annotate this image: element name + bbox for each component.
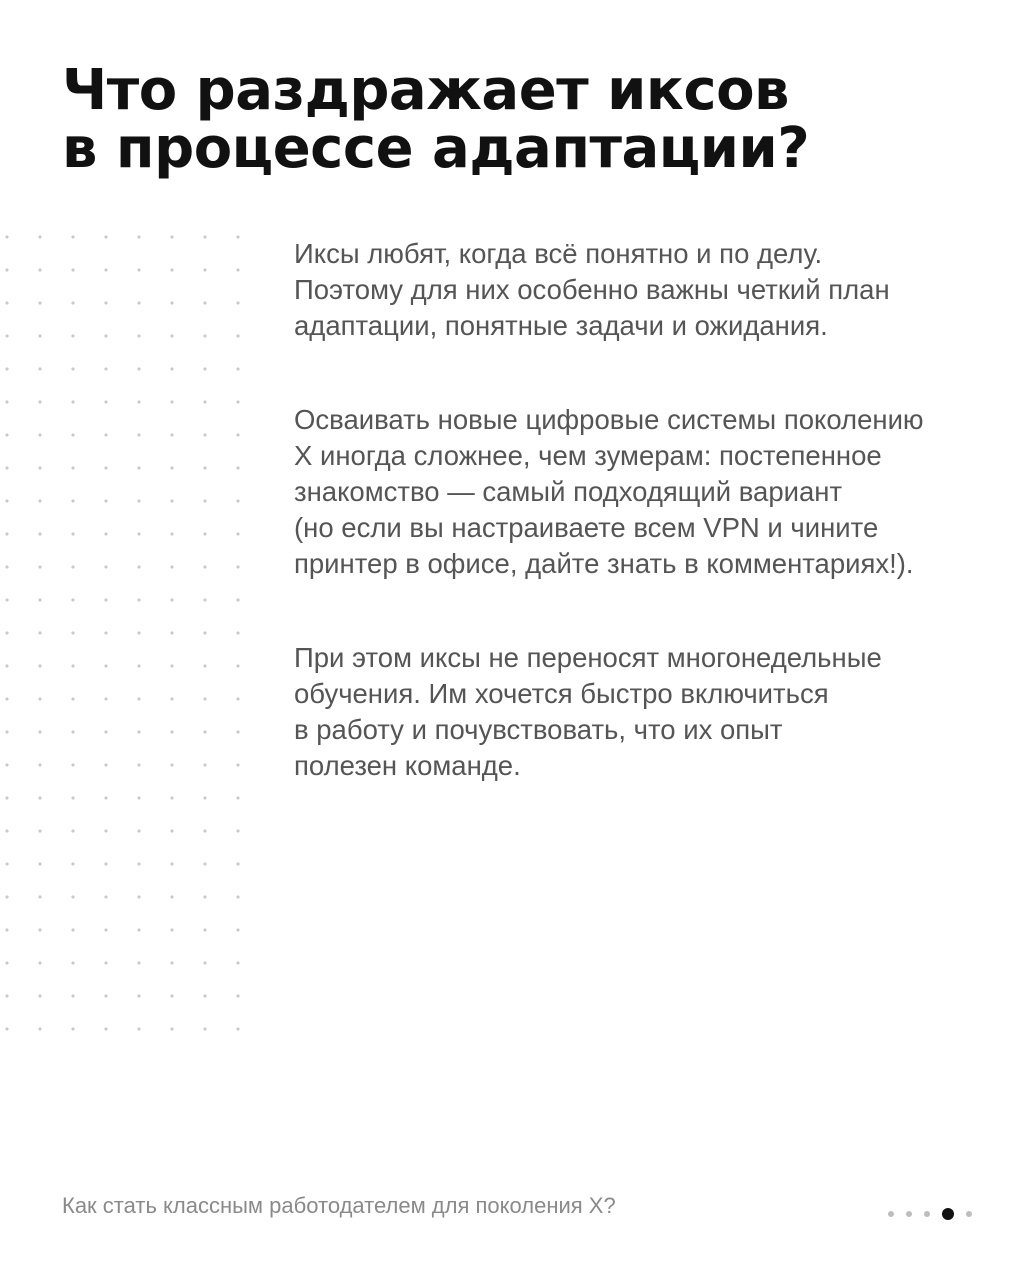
title-line: в процессе адаптации?	[62, 116, 810, 181]
paragraph-line: обучения. Им хочется быстро включиться	[294, 678, 829, 709]
paragraph-line: в работу и почувствовать, что их опыт	[294, 714, 783, 745]
pagination-dot	[888, 1211, 894, 1217]
title-line: Что раздражает иксов	[62, 58, 789, 123]
paragraph-line: X иногда сложнее, чем зумерам: постепенное	[294, 440, 882, 471]
paragraph-line: (но если вы настраиваете всем VPN и чините	[294, 512, 879, 543]
footer-caption: Как стать классным работодателем для поколения X?	[62, 1193, 616, 1218]
paragraph-line: полезен команде.	[294, 750, 521, 781]
page-title	[62, 58, 962, 181]
pagination-dot	[906, 1211, 912, 1217]
paragraph	[294, 640, 974, 784]
paragraph-line: Поэтому для них особенно важны четкий план	[294, 274, 890, 305]
paragraph-line: При этом иксы не переносят многонедельные	[294, 642, 882, 673]
body-text	[294, 236, 974, 842]
pagination-dot-active	[942, 1208, 954, 1220]
paragraph-line: принтер в офисе, дайте знать в комментариях!).	[294, 548, 914, 579]
pagination-dots	[888, 1206, 972, 1222]
dot-pattern-decoration	[0, 220, 250, 1040]
paragraph-line: адаптации, понятные задачи и ожидания.	[294, 310, 828, 341]
paragraph	[294, 236, 974, 344]
paragraph	[294, 402, 974, 582]
pagination-dot	[966, 1211, 972, 1217]
paragraph-line: Осваивать новые цифровые системы поколению	[294, 404, 924, 435]
paragraph-line: Иксы любят, когда всё понятно и по делу.	[294, 238, 823, 269]
paragraph-line: знакомство — самый подходящий вариант	[294, 476, 843, 507]
pagination-dot	[924, 1211, 930, 1217]
